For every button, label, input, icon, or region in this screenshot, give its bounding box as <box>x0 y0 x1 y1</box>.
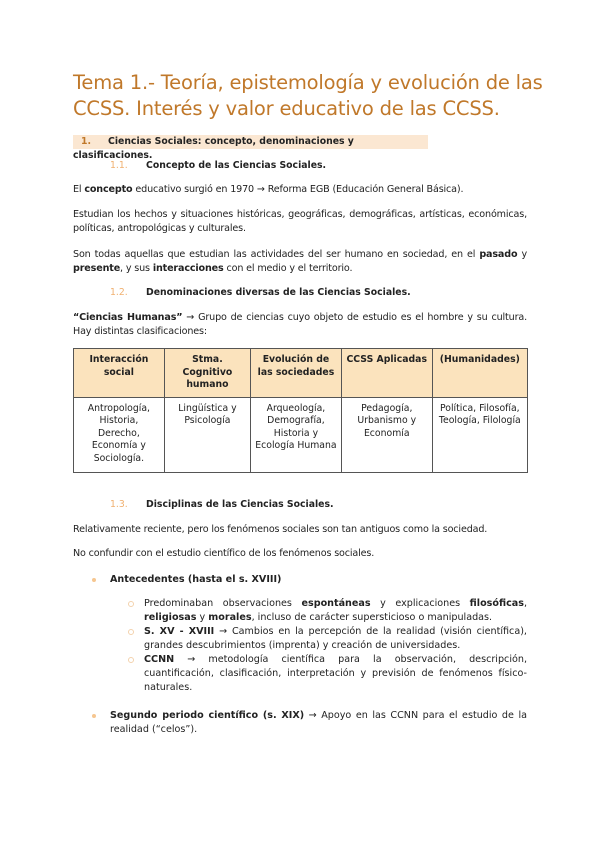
classification-table <box>73 348 528 473</box>
table-cell: Lingüística y Psicología <box>164 397 250 472</box>
text-run: Predominaban observaciones <box>144 598 302 609</box>
table-cell: Arqueología, Demografía, Historia y Ecología Humana <box>251 397 342 472</box>
table-header: Stma. Cognitivo humano <box>164 349 250 398</box>
text-run: , y sus <box>120 263 153 274</box>
sub-bullet-item <box>128 625 527 653</box>
sub-bullet-item <box>128 597 527 625</box>
text-run: con el medio y el territorio. <box>223 263 353 274</box>
table-header: Evolución de las sociedades <box>251 349 342 398</box>
paragraph <box>73 523 527 537</box>
text-run: → Grupo de ciencias cuyo objeto de estudio es el hombre y su cultura. Hay distintas clasificaciones: <box>73 312 527 337</box>
text-run: → metodología científica para la observación, descripción, cuantificación, clasificación, interpretación y previsión de fenómenos físico-naturales. <box>144 654 527 693</box>
text-run: y explicaciones <box>370 598 470 609</box>
subsection-label: Denominaciones diversas de las Ciencias Sociales. <box>146 287 411 298</box>
text-run: , incluso de carácter supersticioso o manipuladas. <box>251 612 493 623</box>
text-run: → Cambios en la percepción de la realidad (visión científica), grandes descubrimientos (imprenta) y creación de universidades. <box>144 626 527 651</box>
circle-bullet-icon <box>128 629 134 635</box>
bullet-icon <box>92 714 96 718</box>
subsection-number: 1.2. <box>110 287 128 298</box>
subsection-label: Concepto de las Ciencias Sociales. <box>146 160 327 171</box>
paragraph <box>73 183 527 197</box>
subsection-heading-1-2 <box>110 286 411 300</box>
bullet-icon <box>92 578 96 582</box>
text-run: El <box>73 184 85 195</box>
table-header-row <box>74 349 528 398</box>
subsection-label: Disciplinas de las Ciencias Sociales. <box>146 499 334 510</box>
text-run: No confundir con el estudio científico de los fenómenos sociales. <box>73 548 375 559</box>
table-header: (Humanidades) <box>432 349 527 398</box>
bold-text: concepto <box>84 184 133 195</box>
text-run: → Apoyo en las CCNN para el estudio de la realidad (“celos”). <box>110 710 527 735</box>
bold-text: espontáneas <box>301 598 371 609</box>
bold-text: morales <box>208 612 252 623</box>
bold-text: presente <box>73 263 121 274</box>
bold-text: filosóficas <box>469 598 524 609</box>
bold-text: CCNN <box>144 654 175 665</box>
bold-text: interacciones <box>152 263 224 274</box>
text-run: , <box>523 598 528 609</box>
text-run: Relativamente reciente, pero los fenómenos sociales son tan antiguos como la sociedad. <box>73 524 488 535</box>
paragraph <box>73 311 527 339</box>
paragraph <box>73 208 527 236</box>
table-cell: Política, Filosofía, Teología, Filología <box>432 397 527 472</box>
text-run: y <box>517 249 527 260</box>
bold-text: pasado <box>479 249 518 260</box>
subsection-number: 1.3. <box>110 499 128 510</box>
bold-text: Segundo periodo científico (s. XIX) <box>110 710 305 721</box>
bold-text: religiosas <box>144 612 197 623</box>
bullet-item <box>92 573 527 587</box>
text-run: educativo surgió en 1970 → Reforma EGB (Educación General Básica). <box>132 184 464 195</box>
bold-text: S. XV - XVIII <box>144 626 215 637</box>
document-title: Tema 1.- Teoría, epistemología y evolución de las CCSS. Interés y valor educativo de las CCSS. <box>73 71 543 120</box>
section-label: Ciencias Sociales: concepto, denominaciones y clasificaciones. <box>73 136 354 161</box>
circle-bullet-icon <box>128 657 134 663</box>
text-run: y <box>196 612 209 623</box>
section-number: 1. <box>81 136 92 147</box>
bold-text: Antecedentes (hasta el s. XVIII) <box>110 574 282 585</box>
table-cell: Pedagogía, Urbanismo y Economía <box>341 397 432 472</box>
subsection-heading-1-1 <box>110 159 326 173</box>
subsection-number: 1.1. <box>110 160 128 171</box>
table-header: CCSS Aplicadas <box>341 349 432 398</box>
table-header: Interacción social <box>74 349 165 398</box>
text-run: Estudian los hechos y situaciones históricas, geográficas, demográficas, artísticas, económicas, políticas, antropológicas y culturales. <box>73 209 527 234</box>
sub-bullet-item <box>128 653 527 695</box>
bold-text: “Ciencias Humanas” <box>73 312 183 323</box>
paragraph <box>73 248 527 276</box>
bullet-item <box>92 709 527 737</box>
section-heading-1 <box>73 135 428 161</box>
text-run: Son todas aquellas que estudian las actividades del ser humano en sociedad, en el <box>73 249 480 260</box>
circle-bullet-icon <box>128 601 134 607</box>
table-cell: Antropología, Historia, Derecho, Economía y Sociología. <box>74 397 165 472</box>
paragraph <box>73 547 527 561</box>
table-row <box>74 397 528 472</box>
subsection-heading-1-3 <box>110 498 334 512</box>
